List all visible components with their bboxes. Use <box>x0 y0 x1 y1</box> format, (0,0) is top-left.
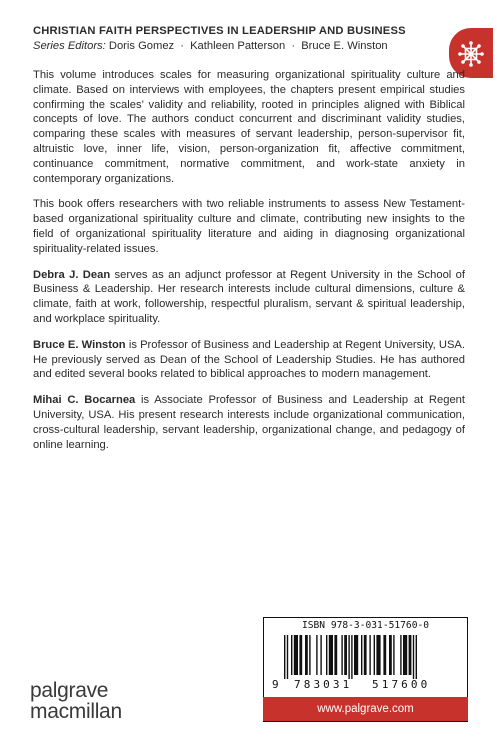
barcode-bar <box>361 635 362 675</box>
barcode-bar <box>364 635 367 675</box>
series-editor-separator: · <box>180 40 184 52</box>
author-name: Mihai C. Bocarnea <box>33 394 136 407</box>
barcode-bar <box>393 635 394 675</box>
description-paragraph: This book offers researchers with two reliable instruments to assess New Testament-based organizational spirituality culture and climate, contributing new insights to the field of organizational spirituality literature and aiding in diagnosing organizational spirituality-related issues. <box>33 198 465 255</box>
barcode-bar <box>309 635 310 675</box>
barcode-bar <box>316 635 317 675</box>
barcode-bar <box>374 635 375 675</box>
series-editors <box>33 40 388 52</box>
barcode-bar <box>416 635 417 679</box>
barcode-bar <box>348 635 349 679</box>
barcode-bar <box>329 635 333 675</box>
series-editor-2: Kathleen Patterson <box>190 40 286 52</box>
barcode-bar <box>413 635 414 679</box>
series-editors-label: Series Editors: <box>33 40 106 52</box>
barcode-bar <box>409 635 412 675</box>
series-title: CHRISTIAN FAITH PERSPECTIVES IN LEADERSHIP AND BUSINESS <box>33 25 406 37</box>
author-bio-text: serves as an adjunct professor at Regent University in the School of Business & Leadership. Her research interests include cultural dimensions, culture & climate, faith at work, followership, respectful pluralism, servant & spiritual leadership, and workplace spirituality. <box>33 268 465 325</box>
barcode-digits-left: 783031 <box>294 678 353 691</box>
barcode-bar <box>341 635 342 675</box>
barcode-bar <box>369 635 370 675</box>
description-paragraph: This volume introduces scales for measuring organizational spirituality culture and climate. Based on interviews with employees, the chapters present empirical studies confirming the scales’ validity and reliability, rooted in principles aligned with Biblical concepts of love. The authors conduct concurrent and discriminant validity studies, comparing these scales with measures of servant leadership, person-supervisor fit, altruistic love, inner life, vision, person-organization fit, affective commitment, continuance commitment, normative commitment, and work-state anxiety in contemporary organizations. <box>33 69 465 185</box>
author-name: Debra J. Dean <box>33 268 111 281</box>
logo-line-palgrave: palgrave <box>30 679 109 702</box>
barcode-bar <box>351 635 352 679</box>
series-editor-1: Doris Gomez <box>108 40 175 52</box>
author-bio-text: is Professor of Business and Leadership at Regent University, USA. He previously served as Dean of the School of Leadership Studies. He has authored and edited several books related to biblical approaches to modern management. <box>33 338 465 381</box>
barcode-bar <box>376 635 380 675</box>
barcode-digits-right: 517600 <box>372 678 431 691</box>
barcode <box>282 635 450 679</box>
author-bio <box>33 268 465 327</box>
isbn-label: ISBN 978-3-031-51760-0 <box>301 620 430 631</box>
author-name: Bruce E. Winston <box>33 338 126 351</box>
barcode-bar <box>403 635 407 675</box>
barcode-bar <box>284 635 285 679</box>
back-cover-text <box>33 68 465 463</box>
barcode-bar <box>287 635 288 679</box>
barcode-bar <box>400 635 401 675</box>
author-bio <box>33 393 465 452</box>
barcode-bar <box>294 635 298 675</box>
series-editor-3: Bruce E. Winston <box>301 40 388 52</box>
logo-line-macmillan: macmillan <box>30 700 122 723</box>
barcode-bar <box>291 635 292 675</box>
barcode-bar <box>326 635 327 675</box>
barcode-bar <box>383 635 386 675</box>
barcode-bar <box>299 635 302 675</box>
barcode-bar <box>305 635 308 675</box>
barcode-bar <box>344 635 347 675</box>
barcode-digit-prefix: 9 <box>272 678 279 691</box>
barcode-bar <box>389 635 392 675</box>
publisher-url[interactable]: www.palgrave.com <box>263 697 468 721</box>
barcode-bar <box>320 635 321 675</box>
barcode-bar <box>354 635 358 675</box>
barcode-bar <box>334 635 337 675</box>
springer-nature-network-icon <box>457 40 485 68</box>
author-bio <box>33 338 465 382</box>
author-bio-text: is Associate Professor of Business and Leadership at Regent University, USA. His present research interests include organizational communication, cross-cultural leadership, servant leadership, organizational change, and pedagogy of online learning. <box>33 394 465 451</box>
series-editor-separator: · <box>291 40 296 52</box>
palgrave-macmillan-logo <box>30 680 122 722</box>
